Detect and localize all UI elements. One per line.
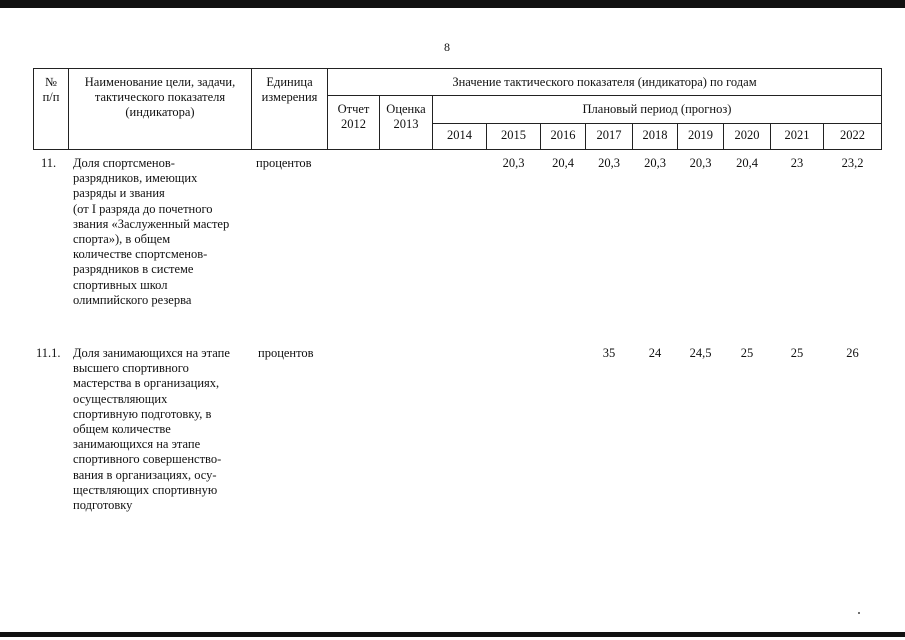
- value-2018: 20,3: [644, 156, 666, 170]
- value-2017: 35: [602, 346, 616, 360]
- header-report-2012: Отчет 2012: [337, 102, 370, 131]
- value-2022: 23,2: [841, 156, 864, 170]
- year-2016: 2016: [550, 128, 576, 142]
- value-2019: 24,5: [689, 346, 712, 360]
- value-2018: 24: [648, 346, 662, 360]
- year-2021: 2021: [784, 128, 810, 142]
- top-border: [0, 0, 905, 8]
- year-2018: 2018: [642, 128, 668, 142]
- value-2016: 20,4: [552, 156, 574, 170]
- header-estimate-2013: Оценка 2013: [386, 102, 426, 131]
- bottom-border: [0, 632, 905, 637]
- row-unit: процентов: [258, 346, 314, 360]
- value-2021: 25: [790, 346, 804, 360]
- value-2022: 26: [846, 346, 859, 360]
- header-col-unit: Единица измерения: [261, 75, 318, 104]
- value-2017: 20,3: [598, 156, 620, 170]
- row-indicator-name: Доля занимающихся на этапе высшего спортивного мастерства в организациях, осуществляющих спортивную подготовку, в общем количестве занимающихся на этапе спортивного совершенство- вания в организациях, осу- ществляющих спортивную подготовку: [73, 346, 230, 513]
- row-indicator-name: Доля спортсменов- разрядников, имеющих разряды и звания (от I разряда до почетного звания «Заслуженный мастер спорта»), в общем количестве спортсменов- разрядников в системе спортивных школ олимпийского резерва: [73, 156, 230, 307]
- page-number: 8: [444, 40, 450, 54]
- year-2019: 2019: [688, 128, 713, 142]
- row-number: 11.1.: [36, 346, 61, 360]
- value-2020: 20,4: [736, 156, 758, 170]
- header-col-name: Наименование цели, задачи, тактического показателя (индикатора): [84, 75, 236, 119]
- value-2019: 20,3: [689, 156, 712, 170]
- row-number: 11.: [41, 156, 57, 170]
- year-2017: 2017: [596, 128, 622, 142]
- scan-speck: [858, 612, 860, 614]
- year-2015: 2015: [501, 128, 526, 142]
- header-values-title: Значение тактического показателя (индикатора) по годам: [452, 75, 757, 89]
- value-2021: 23: [790, 156, 804, 170]
- header-col-number: № п/п: [42, 75, 60, 104]
- year-2022: 2022: [840, 128, 865, 142]
- value-2020: 25: [740, 346, 754, 360]
- header-plan-title: Плановый период (прогноз): [582, 102, 732, 116]
- year-2020: 2020: [734, 128, 760, 142]
- year-2014: 2014: [447, 128, 472, 142]
- value-2015: 20,3: [502, 156, 525, 170]
- row-unit: процентов: [256, 156, 312, 170]
